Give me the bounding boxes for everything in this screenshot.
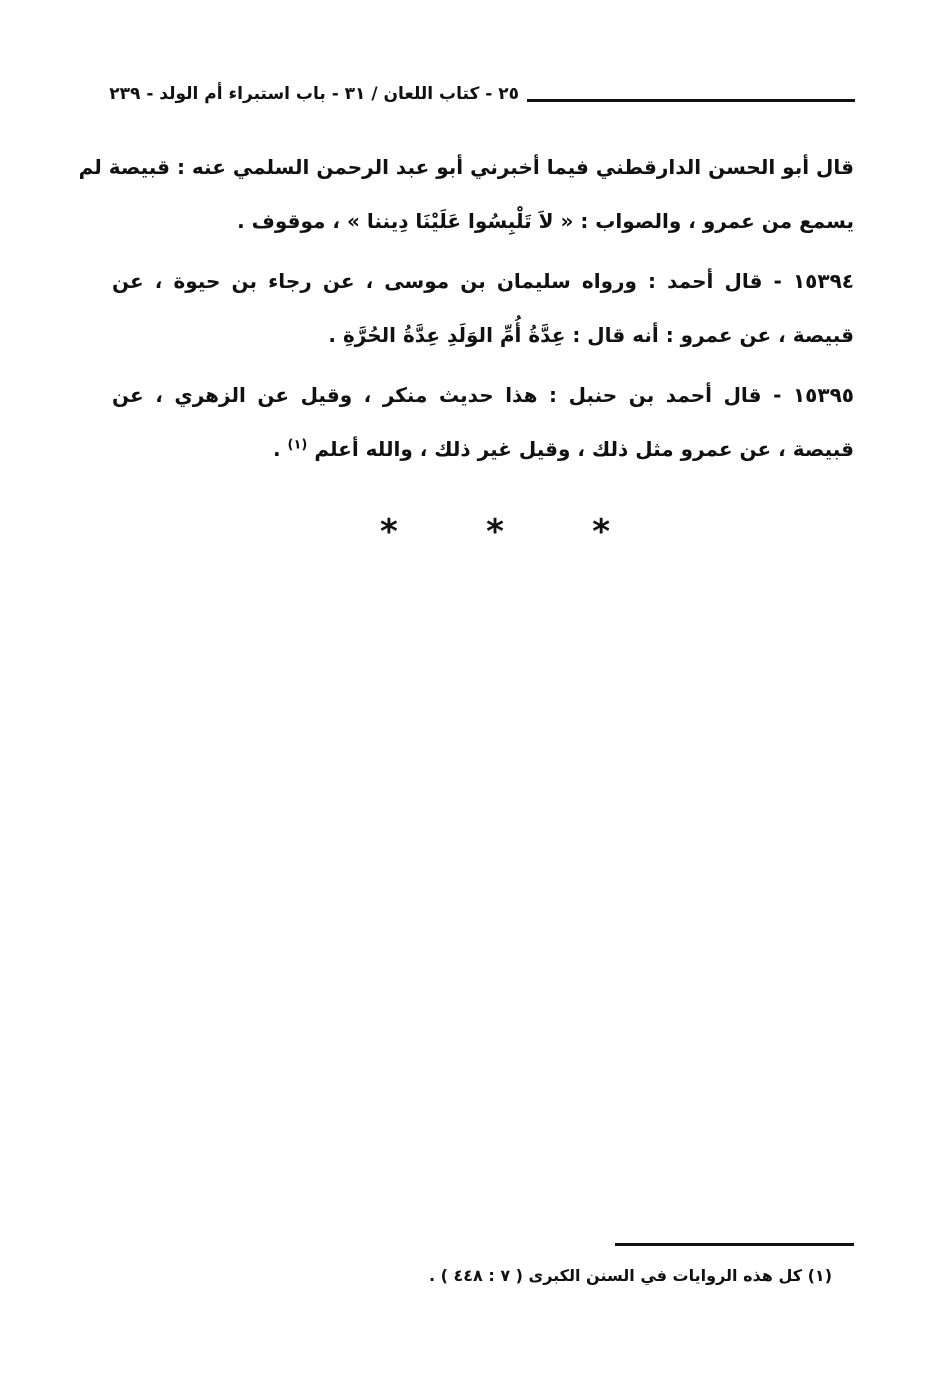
text-line: ١٥٣٩٤ - قال أحمد : ورواه سليمان بن موسى ، عن رجاء بن حيوة ، عن <box>112 269 854 293</box>
main-text <box>78 140 854 482</box>
footnote: (١) كل هذه الروايات في السنن الكبرى ( ٧ : ٤٤٨ ) . <box>428 1266 832 1285</box>
paragraph-15394 <box>112 254 854 362</box>
text-line: قبيصة ، عن عمرو : أنه قال : عِدَّةُ أُمِّ الوَلَدِ عِدَّةُ الحُرَّةِ . <box>328 323 854 347</box>
paragraph-15395 <box>112 368 854 476</box>
footnote-rule <box>615 1243 854 1246</box>
header-rule <box>527 99 855 102</box>
running-title: ٢٥ - كتاب اللعان / ٣١ - باب استبراء أم الولد - ٢٣٩ <box>109 84 519 104</box>
page-header <box>109 82 855 112</box>
text-line: ١٥٣٩٥ - قال أحمد بن حنبل : هذا حديث منكر ، وقيل عن الزهري ، عن <box>112 383 854 407</box>
text-line-with-footnote <box>112 422 854 476</box>
text-line: يسمع من عمرو ، والصواب : « لاَ تَلْبِسُوا عَلَيْنَا دِيننا » ، موقوف . <box>237 209 854 233</box>
separator-star: * <box>592 512 610 552</box>
text-line: قال أبو الحسن الدارقطني فيما أخبرني أبو عبد الرحمن السلمي عنه : قبيصة لم <box>78 155 854 179</box>
sentence-end: . <box>272 437 288 461</box>
footnote-reference[interactable]: (١) <box>287 437 308 453</box>
paragraph-daraqutni <box>78 140 854 248</box>
section-separator <box>380 512 610 552</box>
separator-star: * <box>486 512 504 552</box>
separator-star: * <box>380 512 398 552</box>
text-line: قبيصة ، عن عمرو مثل ذلك ، وقيل غير ذلك ، والله أعلم <box>314 437 854 461</box>
